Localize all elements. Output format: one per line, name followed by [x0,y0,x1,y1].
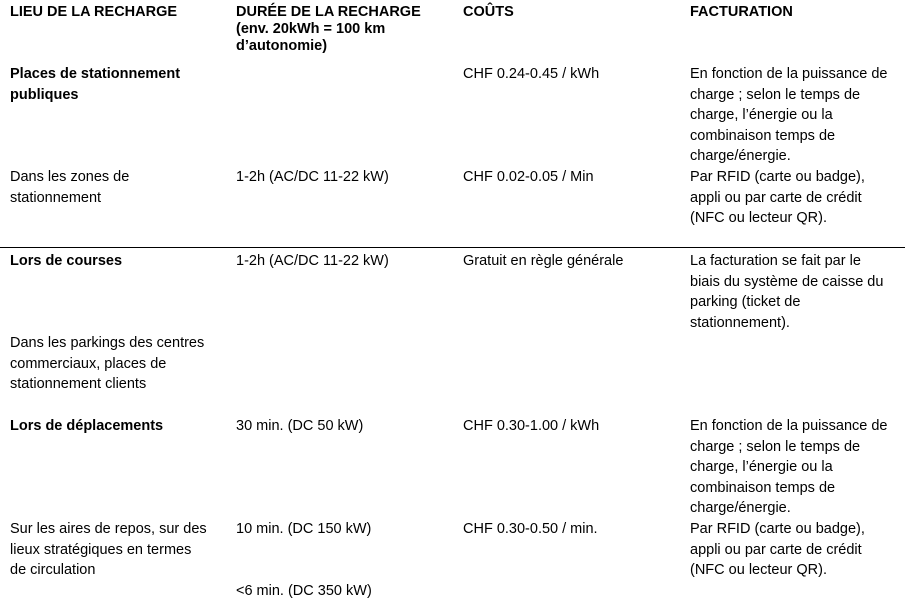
header-facturation: FACTURATION [690,4,793,20]
billing-line: charge/énergie. [690,500,791,516]
section-title-line: Places de stationnement [10,66,181,82]
place-line: de circulation [10,562,96,578]
billing-line: appli ou par carte de crédit [690,541,862,558]
billing-line: La facturation se fait par le [690,253,861,269]
header-duree-sub2: d’autonomie) [236,38,328,54]
billing-line: charge ; selon le temps de [690,86,861,103]
billing-line: combinaison temps de [690,127,836,144]
duration-courses: 1-2h (AC/DC 11-22 kW) [236,253,389,269]
billing-line: charge ; selon le temps de [690,438,861,455]
billing-line: En fonction de la puissance de [690,418,888,434]
billing-line: (NFC ou lecteur QR). [690,562,827,578]
section-divider [0,247,905,248]
billing-line: (NFC ou lecteur QR). [690,210,827,226]
place-line: stationnement [10,189,102,206]
place-parkings-centres [10,333,220,395]
billing-line: appli ou par carte de crédit [690,189,862,206]
cost-aires-repos: CHF 0.30-0.50 / min. [463,521,598,537]
place-line: Sur les aires de repos, sur des [10,521,207,537]
billing-zones-stationnement [690,167,900,229]
billing-deplacements [690,416,900,519]
header-lieu: LIEU DE LA RECHARGE [10,4,178,20]
place-line: lieux stratégiques en termes [10,541,192,558]
section-title-places-publiques [10,64,220,105]
header-couts: COÛTS [463,4,514,20]
cost-places-publiques: CHF 0.24-0.45 / kWh [463,66,600,82]
billing-line: stationnement). [690,314,790,331]
billing-line: Par RFID (carte ou badge), [690,521,865,537]
place-line: Dans les zones de [10,169,130,185]
cost-zones-stationnement: CHF 0.02-0.05 / Min [463,169,594,185]
duration-deplacements: 30 min. (DC 50 kW) [236,418,364,434]
place-line: commerciaux, places de [10,355,167,372]
place-line: Dans les parkings des centres [10,335,205,351]
billing-line: Par RFID (carte ou badge), [690,169,865,185]
duration-zones-stationnement: 1-2h (AC/DC 11-22 kW) [236,169,389,185]
section-title-deplacements: Lors de déplacements [10,418,164,434]
billing-line: parking (ticket de [690,294,801,310]
section-title-line: publiques [10,86,79,103]
header-duree-sub1: (env. 20kWh = 100 km [236,21,386,37]
duration-aires-repos-fast: <6 min. (DC 350 kW) [236,583,372,599]
section-title-courses: Lors de courses [10,253,123,269]
cost-deplacements: CHF 0.30-1.00 / kWh [463,418,600,434]
billing-line: combinaison temps de [690,479,836,496]
billing-places-publiques [690,64,900,167]
place-line: stationnement clients [10,376,147,392]
billing-line: En fonction de la puissance de [690,66,888,82]
place-aires-repos [10,519,220,581]
billing-line: charge, l’énergie ou la [690,107,833,123]
billing-aires-repos [690,519,900,581]
billing-courses [690,251,900,333]
billing-line: charge/énergie. [690,148,791,164]
header-duree [236,4,446,55]
duration-aires-repos: 10 min. (DC 150 kW) [236,521,372,537]
place-zones-stationnement [10,167,220,208]
cost-courses: Gratuit en règle générale [463,253,624,269]
billing-line: charge, l’énergie ou la [690,459,833,475]
header-duree-title: DURÉE DE LA RECHARGE [236,4,421,20]
billing-line: biais du système de caisse du [690,273,884,290]
